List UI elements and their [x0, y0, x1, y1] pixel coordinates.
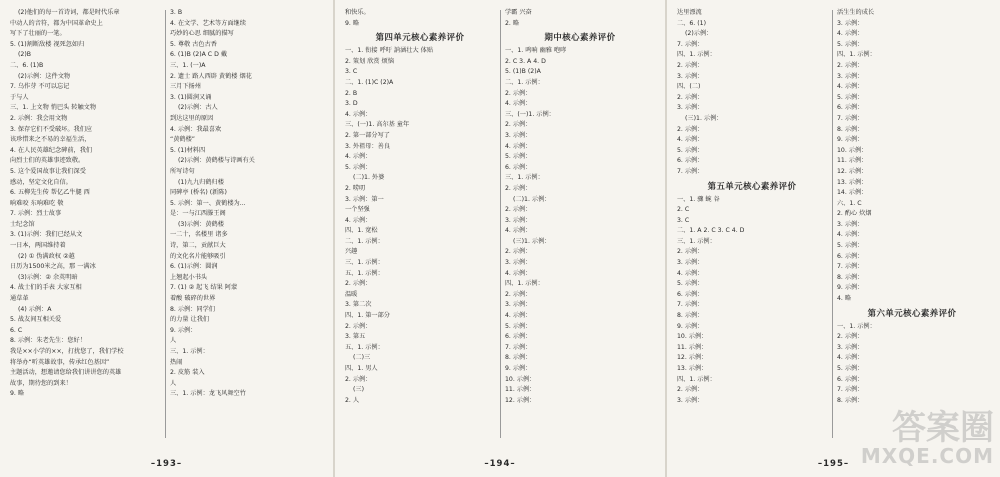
column-divider [500, 10, 501, 438]
answer-line: 5. 战友间互相关爱 [10, 316, 62, 324]
answer-line: 3. 示例：第一 [345, 195, 384, 203]
answer-line: 我是××小学的××，打扰您了，我们学校 [10, 348, 124, 355]
answer-line: 的文化名片能够吸引 [170, 252, 226, 260]
page-number: –195– [817, 459, 850, 469]
column-divider [165, 10, 166, 438]
answer-line: 6. 示例： [837, 375, 864, 383]
answer-line: (2)B [18, 51, 32, 59]
site-watermark [844, 408, 994, 471]
answer-line: (2)他们的每一首诗词，都是时代乐章 [18, 9, 120, 16]
answer-line: 5. 示例： [677, 280, 704, 288]
answer-line: 3. 示例： [837, 220, 864, 228]
answer-line: 四、1. 第一部分 [345, 312, 390, 320]
answer-line: 12. 示例： [677, 354, 708, 362]
section-heading: 第六单元核心素养评价 [867, 307, 957, 318]
answer-line: 一二十，名楼里 诸多 [170, 231, 228, 239]
answer-line: (2)示例：黄鹤楼与诗画有关 [178, 157, 255, 165]
answer-line: 2. C 3. A 4. D [505, 57, 546, 65]
answer-line: 8. 示例：同学们 [170, 305, 215, 313]
answer-line: 晌难咬 东响难吃 敬 [10, 199, 64, 207]
answer-line: 3. 示例： [677, 396, 704, 404]
answer-line: 4. 在人民英雄纪念碑前，我们 [10, 146, 93, 154]
answer-line: 二、1. 示例： [505, 78, 544, 86]
answer-line: 2. B [345, 89, 358, 97]
answer-line: (1)九九归鹤归楼 [178, 178, 224, 186]
answer-line: 所写诗句 [170, 167, 195, 175]
answer-line: 3. (1)圆润又诵 [170, 93, 212, 101]
page-193 [0, 0, 333, 477]
answer-line: 14. 示例： [837, 189, 868, 197]
answer-line: 3. B [170, 9, 183, 16]
answer-line: 2. 唠叨 [345, 184, 366, 192]
answer-line: 3. C [677, 216, 690, 224]
answer-line: 热闹 [170, 358, 183, 366]
answer-line: 2. 示例： [837, 61, 864, 69]
answer-line: 4. 示例： [677, 136, 704, 144]
answer-line: 的力量 让我们 [170, 316, 210, 324]
page-193-right-column [170, 8, 320, 438]
answer-line: 主题活动，想邀请您给我们讲讲您的英雄 [10, 369, 122, 377]
page-194 [335, 0, 665, 477]
answer-line: 上翘起小书头 [170, 273, 208, 281]
answer-line: 四、1. 示例： [505, 280, 544, 288]
answer-line: 4. 示例： [505, 142, 532, 150]
answer-line: 一个坚强 [345, 206, 370, 214]
answer-line: 2. 示例： [345, 280, 372, 288]
answer-line: 8. 示例： [837, 396, 864, 404]
page-number: –193– [150, 459, 183, 469]
answer-line: 5. 尊敬 古色古香 [170, 40, 217, 48]
answer-line: 4. 示例： [505, 269, 532, 277]
answer-line: 6. 示例： [837, 104, 864, 112]
answer-line: 2. 示例： [677, 248, 704, 256]
answer-line: 7. 示例： [837, 114, 864, 122]
answer-line: 3. 示例： [837, 343, 864, 351]
answer-line: 6. C [10, 326, 23, 334]
answer-line: 6. (1)B (2)A C D 戴 [170, 51, 228, 59]
answer-line: 4. 战士们的手表 大家互相 [10, 284, 82, 292]
answer-line: 2. 第一部分写了 [345, 131, 390, 139]
answer-line: 5. 示例： [345, 163, 372, 171]
answer-line: 7. (1) ② 起飞 结果 阿蒙 [170, 284, 238, 292]
answer-line: 2. 示例： [677, 61, 704, 69]
answer-line: 着酸 破碎的世界 [170, 295, 216, 303]
answer-line: 一、1. 鸣响 幽雅 咆哮 [505, 47, 567, 55]
answer-line: 2. 酌心 炊烟 [837, 210, 872, 218]
answer-line: 向烈士们的英雄事迹致敬。 [10, 157, 85, 165]
answer-line: 诗，第二，贡献巨大 [170, 242, 226, 250]
answer-line: (2)示例：古人 [178, 104, 218, 112]
answer-line: 5. 示例： [837, 40, 864, 48]
answer-line: 5. 示例： [837, 365, 864, 372]
answer-line: 13. 示例： [677, 365, 708, 372]
answer-line: 2. 示例： [837, 333, 864, 341]
answer-line: 4. 示例：我最喜欢 [170, 125, 222, 133]
answer-line: 三、1. 示例：龙飞风舞空竹 [170, 390, 246, 398]
answer-line: 四、1. 示例： [677, 375, 716, 383]
answer-line: 7. 乌作芽 不可以忘记 [10, 83, 70, 91]
answer-line: (二)1. 示例： [513, 195, 551, 203]
answer-line: 二、1. (1)C (2)A [345, 78, 394, 86]
answer-line: 一、1. 衔接 呼吁 訥涵壮大 体贴 [345, 47, 434, 55]
answer-line: 2. 示例： [505, 121, 532, 129]
answer-line: 二、1. A 2. C 3. C 4. D [677, 227, 745, 235]
answer-line: (二)三 [353, 354, 371, 362]
watermark-logo-text: 答案圈 [892, 408, 994, 448]
answer-line: (3)示例：② 余英明暗 [18, 273, 78, 281]
answer-line: 5. (1)割断敌楼 视死忽如归 [10, 40, 85, 48]
watermark-url: MXQE.COM [860, 444, 994, 468]
answer-line: 3. 示例： [677, 72, 704, 80]
column-divider [832, 10, 833, 438]
answer-line: 学霸 兴奋 [505, 9, 532, 16]
answer-line: 10. 示例： [837, 146, 868, 154]
answer-line: 4. 示例： [837, 30, 864, 38]
answer-line: 一、1. 示例： [837, 322, 876, 330]
answer-line: 7. 示例： [677, 40, 704, 48]
answer-line: 4. 示例： [505, 100, 532, 108]
answer-line: 二、1. 示例： [345, 237, 384, 245]
answer-line: 3. D [345, 100, 358, 108]
answer-line: 四、1. 宽松 [345, 227, 378, 235]
answer-line: 一日本，两国维持着 [10, 242, 66, 250]
answer-line: 5. 示例： [677, 146, 704, 154]
answer-line: 和快乐。 [345, 9, 370, 16]
answer-line: 6. 示例： [837, 252, 864, 260]
answer-line: 3. 示例： [505, 216, 532, 224]
answer-line: 3. C [345, 68, 358, 76]
answer-line: 9. 示例： [837, 284, 864, 292]
answer-line: 7. 示例： [677, 301, 704, 309]
answer-line: 5. (1)材料四 [170, 146, 206, 154]
section-heading: 第五单元核心素养评价 [707, 180, 797, 191]
answer-line: 3. 第二次 [345, 301, 372, 309]
answer-line: 2. 示例： [345, 375, 372, 383]
answer-line: 6. 示例： [505, 333, 532, 341]
answer-line: 五、1. 示例： [345, 343, 384, 351]
answer-line: 三、(一)1. 示例： [505, 110, 555, 118]
answer-line: 感动，坚定文化自信。 [10, 178, 72, 186]
answer-line: (2)示例：这件文物 [18, 72, 71, 80]
answer-line: 三、1. 示例： [505, 174, 544, 182]
answer-line: 六、1. C [837, 199, 862, 207]
answer-line: 三、1. 示例： [170, 348, 209, 355]
answer-line: 3. 第五 [345, 333, 366, 341]
answer-line: 3. 外祖母：善良 [345, 142, 390, 150]
answer-line: 10. 示例： [505, 375, 536, 383]
answer-line: 同碑亭 (桥名) (新陈) [170, 189, 227, 197]
answer-line: 3. (1)示例：我们已经从文 [10, 231, 83, 239]
answer-line: 该珍惜来之不易的幸福生活， [10, 136, 91, 144]
answer-line: 7. 示例：烈士故事 [10, 210, 62, 218]
answer-line: (4) 示例：A [18, 305, 52, 313]
answer-line: 10. 示例： [677, 333, 708, 341]
answer-line: 2. 示例： [677, 125, 704, 133]
answer-line: 3. 示例： [837, 19, 864, 27]
answer-line: 故事，期待您的到来！ [10, 379, 72, 387]
answer-line: 士纪念馆 [10, 220, 35, 228]
answer-line: (三)1. 示例： [685, 114, 723, 122]
answer-line: 8. 示例： [505, 354, 532, 362]
answer-line: 4. 示例： [505, 312, 532, 320]
page-195 [667, 0, 1000, 477]
answer-line: 写下了壮丽的一笔。 [10, 30, 66, 38]
answer-line: 3. 示例： [677, 259, 704, 267]
answer-line: 2. 示例： [677, 386, 704, 394]
answer-line: (2)示例： [685, 30, 713, 38]
answer-line: 温暖 [345, 290, 358, 298]
section-heading: 第四单元核心素养评价 [375, 32, 465, 43]
answer-line: 5. 这个爱国故事让我们深受 [10, 167, 86, 175]
answer-line: 5. 示例： [837, 93, 864, 101]
page-195-left-column [677, 8, 827, 438]
answer-line: “黄鹤楼” [170, 136, 195, 144]
answer-line: 于与人 [10, 93, 29, 101]
answer-line: 13. 示例： [837, 178, 868, 186]
answer-line: 7. 示例： [505, 343, 532, 351]
answer-line: (二)1. 外婆 [353, 174, 385, 182]
answer-line: 到达这里的原因 [170, 114, 214, 122]
answer-line: 7. 示例： [677, 167, 704, 175]
answer-line: (2) ① 伪满政权 ②越 [18, 252, 75, 260]
page-194-right-column [505, 8, 655, 438]
page-195-right-column [837, 8, 987, 438]
answer-line: 2. 示例： [505, 248, 532, 256]
page-number: –194– [484, 459, 516, 469]
answer-line: 4. 示例： [345, 153, 372, 161]
answer-line: 11. 示例： [677, 343, 708, 351]
answer-line: 2. 示例： [345, 322, 372, 330]
answer-line: 9. 示例： [677, 322, 704, 330]
answer-line: 二、6. (1)B [10, 61, 44, 69]
answer-line: 人 [170, 379, 177, 387]
answer-line: 3. 示例： [505, 259, 532, 267]
answer-line: 5. 示例：第一、黄鹤楼为... [170, 199, 246, 207]
answer-line: 2. 示例： [505, 89, 532, 97]
answer-line: 8. 示例： [677, 312, 704, 320]
answer-line: 11. 示例： [837, 157, 868, 165]
answer-line: 兴趣 [345, 248, 358, 256]
answer-line: 2. 略 [505, 19, 520, 27]
answer-line: 9. 示例： [837, 136, 864, 144]
answer-line: 2. C [677, 206, 690, 214]
answer-line: 达里漂流 [677, 9, 702, 16]
answer-line: 4. 示例： [837, 354, 864, 362]
answer-line: 三、(一)1. 高尔基 童年 [345, 121, 410, 129]
answer-line: 6. 五柳先生传 帮亿乙牛腿 西 [10, 189, 90, 197]
answer-line: 二、6. (1) [677, 19, 707, 27]
answer-line: 2. 皮筋 装入 [170, 369, 205, 377]
answer-line: 5. 示例： [505, 322, 532, 330]
answer-line: 4. 示例： [837, 83, 864, 91]
answer-line: 四、1. 示例： [677, 51, 716, 59]
answer-line: 7. 示例： [837, 386, 864, 394]
answer-line: 日历为1500米之高，那 一满冰 [10, 263, 96, 271]
answer-line: 活生生的成长 [837, 9, 875, 16]
answer-line: 三、1. 示例： [345, 259, 384, 267]
answer-line: 3. 示例： [837, 72, 864, 80]
answer-line: 是：一与江西滕王阁 [170, 210, 226, 218]
answer-line: 2. 示例： [505, 290, 532, 298]
answer-line: 中动人的音符，都为中国革命史上 [10, 19, 103, 27]
answer-line: 将举办“听英雄故事，传承红色基因” [10, 358, 110, 366]
answer-line: 三月下扬州 [170, 83, 201, 91]
answer-line: 8. 示例： [837, 273, 864, 281]
answer-line: 12. 示例： [505, 396, 536, 404]
answer-line: 三、1. (一)A [170, 61, 206, 69]
answer-line: 5. (1)B (2)A [505, 68, 541, 76]
answer-line: (3)示例：黄鹤楼 [178, 220, 224, 228]
answer-line: 四、1. 男人 [345, 365, 378, 372]
answer-line: 五、1. 示例： [345, 269, 384, 277]
answer-line: 通草革 [10, 295, 29, 303]
answer-line: 2. 策划 欣赏 烦恼 [345, 57, 394, 65]
answer-line: 4. 示例： [677, 269, 704, 277]
answer-line: 9. 示例： [505, 365, 532, 372]
answer-line: 9. 略 [10, 390, 25, 398]
answer-line: 4. 略 [837, 295, 852, 303]
answer-line: 4. 示例： [345, 110, 372, 118]
answer-line: 四、(二) [677, 83, 701, 91]
answer-line: 4. 在文学、艺术等方面继续 [170, 19, 246, 27]
answer-line: 3. 示例： [505, 131, 532, 139]
answer-line: 7. 示例： [837, 263, 864, 271]
answer-line: 3. 示例： [677, 104, 704, 112]
section-heading: 期中核心素养评价 [544, 32, 616, 43]
page-193-left-column [10, 8, 160, 438]
answer-line: 2. 示例：我会用文物 [10, 114, 68, 122]
answer-line: 三、1. 示例： [677, 237, 716, 245]
answer-line: 8. 示例： [837, 125, 864, 133]
answer-line: 5. 示例： [837, 242, 864, 250]
answer-line: 6. (1)示例：圆润 [170, 263, 218, 271]
answer-line: 3. 保存它们不受破坏。我们应 [10, 125, 93, 133]
answer-line: 三、1. 上文物 悄巴头 转触文物 [10, 104, 97, 112]
answer-line: 6. 示例： [505, 163, 532, 171]
answer-line: 5. 示例： [505, 153, 532, 161]
answer-line: 4. 示例： [837, 231, 864, 239]
answer-line: 人 [170, 337, 177, 345]
answer-line: 9. 示例： [170, 326, 197, 334]
answer-line: 3. 示例： [505, 301, 532, 309]
page-194-left-column [345, 8, 495, 438]
answer-line: 6. 示例： [677, 290, 704, 298]
answer-line: 2. 示例： [505, 206, 532, 214]
answer-line: 2. 示例： [677, 93, 704, 101]
answer-line: 2. 遗士 路人西辟 黄鹤楼 烟花 [170, 72, 252, 80]
answer-line: 8. 示例：朱老先生：您好！ [10, 337, 86, 345]
answer-line: (三) [353, 386, 365, 394]
answer-line: 4. 示例： [505, 227, 532, 235]
answer-line: 12. 示例： [837, 167, 868, 175]
answer-line: 4. 示例： [345, 216, 372, 224]
answer-line: 2. 人 [345, 396, 360, 404]
answer-line: (三)1. 示例： [513, 237, 551, 245]
answer-line: 11. 示例： [505, 386, 536, 394]
answer-line: 6. 示例： [677, 157, 704, 165]
answer-line: 巧妙的心思 细腻的描写 [170, 30, 234, 38]
answer-line: 四、1. 示例： [837, 51, 876, 59]
answer-line: 一、1. 骤 蜿 谷 [677, 195, 720, 203]
answer-line: 9. 略 [345, 19, 360, 27]
answer-line: 2. 示例： [505, 184, 532, 192]
